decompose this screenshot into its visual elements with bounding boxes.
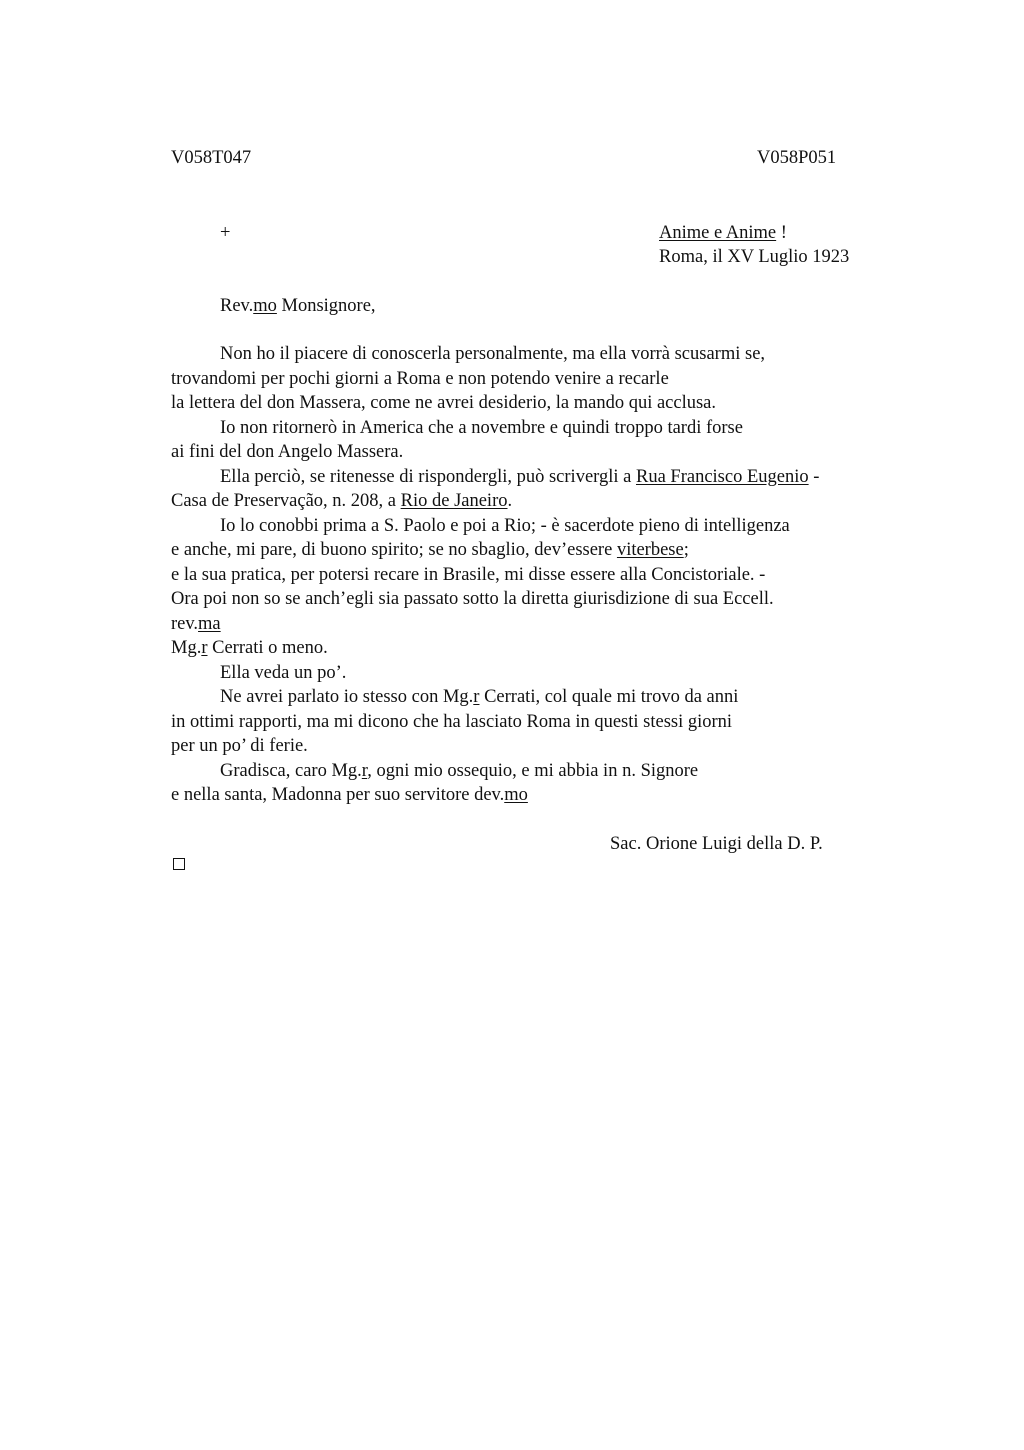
body-line: Io lo conobbi prima a S. Paolo e poi a Rio; - è sacerdote pieno di intelligenza bbox=[220, 515, 790, 536]
body-line bbox=[171, 783, 911, 808]
motto-punct: ! bbox=[776, 223, 787, 243]
place-date: Roma, il XV Luglio 1923 bbox=[659, 247, 850, 267]
document-code-right: V058P051 bbox=[757, 148, 837, 168]
signature: Sac. Orione Luigi della D. P. bbox=[610, 834, 823, 854]
body-line bbox=[171, 538, 911, 563]
letter-body bbox=[171, 342, 911, 808]
address-street: Rua Francisco Eugenio bbox=[635, 466, 809, 487]
body-line: per un po’ di ferie. bbox=[171, 736, 308, 756]
body-line bbox=[171, 489, 911, 514]
abbreviation: r bbox=[201, 638, 208, 658]
text-segment: e nella santa, Madonna per suo servitore dev. bbox=[171, 785, 505, 805]
text-segment: Cerrati o meno. bbox=[207, 638, 328, 658]
body-line: Ella veda un po’. bbox=[220, 662, 347, 683]
body-line: Ora poi non so se anch’egli sia passato sotto la diretta giurisdizione di sua Eccell. bbox=[171, 589, 774, 609]
abbreviation: mo bbox=[504, 785, 528, 805]
body-line: ai fini del don Angelo Massera. bbox=[171, 442, 404, 462]
body-line bbox=[171, 465, 911, 490]
body-line: e la sua pratica, per potersi recare in Brasile, mi disse essere alla Concistoriale. - bbox=[171, 564, 766, 585]
abbreviation: ma bbox=[198, 613, 221, 634]
address-city: Rio de Janeiro bbox=[400, 491, 508, 511]
motto bbox=[659, 221, 787, 245]
body-line bbox=[171, 612, 911, 637]
underlined-word: viterbese bbox=[616, 540, 684, 560]
body-line: in ottimi rapporti, ma mi dicono che ha lasciato Roma in questi stessi giorni bbox=[171, 711, 733, 732]
text-segment: Gradisca, caro Mg. bbox=[220, 760, 362, 781]
abbreviation: r bbox=[361, 760, 368, 781]
text-segment: - bbox=[808, 466, 820, 487]
text-segment: Ella perciò, se ritenesse di rispondergli, può scrivergli a bbox=[220, 466, 636, 487]
text-segment: rev. bbox=[171, 613, 199, 634]
body-line: Non ho il piacere di conoscerla personalmente, ma ella vorrà scusarmi se, bbox=[220, 344, 766, 364]
motto-text: Anime e Anime bbox=[659, 223, 777, 243]
text-segment: Ne avrei parlato io stesso con Mg. bbox=[220, 687, 474, 707]
text-segment: Casa de Preservação, n. 208, a bbox=[171, 491, 401, 511]
text-segment: ; bbox=[683, 540, 689, 560]
text-segment: Mg. bbox=[171, 638, 202, 658]
text-segment: e anche, mi pare, di buono spirito; se no sbaglio, dev’essere bbox=[171, 540, 617, 560]
salutation-prefix: Rev. bbox=[220, 296, 254, 316]
body-line: trovandomi per pochi giorni a Roma e non potendo venire a recarle bbox=[171, 368, 669, 389]
salutation-rest: Monsignore, bbox=[276, 296, 376, 316]
salutation-abbr: mo bbox=[253, 296, 277, 316]
body-line bbox=[171, 636, 911, 661]
text-segment: . bbox=[507, 491, 513, 511]
cross-symbol: + bbox=[220, 223, 231, 243]
text-segment: Cerrati, col quale mi trovo da anni bbox=[479, 687, 739, 707]
abbreviation: r bbox=[473, 687, 480, 707]
checkbox-square-icon bbox=[173, 858, 185, 870]
document-code-left: V058T047 bbox=[171, 148, 252, 168]
body-line: Io non ritornerò in America che a novembre e quindi troppo tardi forse bbox=[220, 417, 743, 438]
body-line bbox=[171, 685, 911, 710]
salutation bbox=[220, 294, 376, 318]
body-line bbox=[171, 759, 911, 784]
text-segment: , ogni mio ossequio, e mi abbia in n. Signore bbox=[367, 760, 699, 781]
body-line: la lettera del don Massera, come ne avrei desiderio, la mando qui acclusa. bbox=[171, 393, 717, 413]
